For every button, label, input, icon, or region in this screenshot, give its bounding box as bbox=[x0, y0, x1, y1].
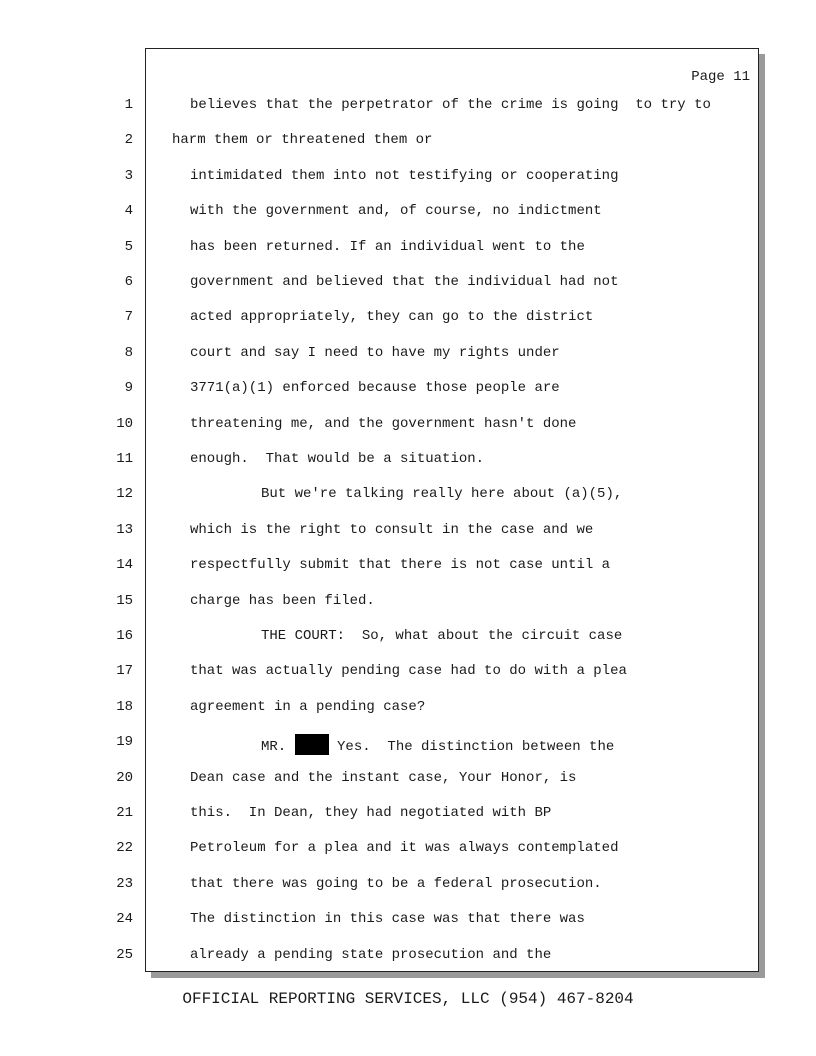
line-number: 20 bbox=[116, 770, 133, 786]
line-number: 3 bbox=[124, 168, 133, 184]
line-number: 7 bbox=[124, 309, 133, 325]
transcript-line: But we're talking really here about (a)(5), bbox=[261, 486, 623, 502]
transcript-line: that was actually pending case had to do with a plea bbox=[190, 663, 627, 679]
transcript-line: 3771(a)(1) enforced because those people are bbox=[190, 380, 560, 396]
line-number: 6 bbox=[124, 274, 133, 290]
line-number: 2 bbox=[124, 132, 133, 148]
transcript-line: court and say I need to have my rights under bbox=[190, 345, 560, 361]
speaker-prefix: MR. bbox=[261, 739, 295, 755]
line-number: 11 bbox=[116, 451, 133, 467]
line-number: 4 bbox=[124, 203, 133, 219]
transcript-line: Petroleum for a plea and it was always contemplated bbox=[190, 840, 619, 856]
line-number: 17 bbox=[116, 663, 133, 679]
transcript-line: The distinction in this case was that there was bbox=[190, 911, 585, 927]
transcript-line: has been returned. If an individual went to the bbox=[190, 239, 585, 255]
line-number: 1 bbox=[124, 97, 133, 113]
speaker-remark: Yes. The distinction between the bbox=[328, 739, 615, 755]
transcript-line: which is the right to consult in the case and we bbox=[190, 522, 594, 538]
line-number: 14 bbox=[116, 557, 133, 573]
page-number: Page 11 bbox=[691, 69, 750, 85]
transcript-line: that there was going to be a federal prosecution. bbox=[190, 876, 602, 892]
line-number: 9 bbox=[124, 380, 133, 396]
transcript-line: government and believed that the individual had not bbox=[190, 274, 619, 290]
transcript-line: harm them or threatened them or bbox=[172, 132, 433, 148]
transcript-line bbox=[261, 734, 614, 755]
transcript-line: intimidated them into not testifying or cooperating bbox=[190, 168, 619, 184]
redaction-box bbox=[295, 734, 329, 755]
transcript-line: THE COURT: So, what about the circuit case bbox=[261, 628, 623, 644]
transcript-line: this. In Dean, they had negotiated with BP bbox=[190, 805, 552, 821]
transcript-line: respectfully submit that there is not case until a bbox=[190, 557, 611, 573]
line-number: 21 bbox=[116, 805, 133, 821]
transcript-line: charge has been filed. bbox=[190, 593, 375, 609]
line-number: 19 bbox=[116, 734, 133, 750]
line-number: 5 bbox=[124, 239, 133, 255]
transcript-line: acted appropriately, they can go to the district bbox=[190, 309, 594, 325]
transcript-page bbox=[145, 48, 759, 972]
transcript-line: threatening me, and the government hasn't done bbox=[190, 416, 577, 432]
line-number: 8 bbox=[124, 345, 133, 361]
transcript-line: with the government and, of course, no indictment bbox=[190, 203, 602, 219]
transcript-line: already a pending state prosecution and the bbox=[190, 947, 552, 963]
transcript-line: Dean case and the instant case, Your Honor, is bbox=[190, 770, 577, 786]
transcript-line: enough. That would be a situation. bbox=[190, 451, 485, 467]
line-number: 22 bbox=[116, 840, 133, 856]
line-number: 16 bbox=[116, 628, 133, 644]
reporter-footer: OFFICIAL REPORTING SERVICES, LLC (954) 467-8204 bbox=[182, 990, 634, 1008]
line-number: 10 bbox=[116, 416, 133, 432]
line-number: 23 bbox=[116, 876, 133, 892]
line-number: 12 bbox=[116, 486, 133, 502]
line-number: 15 bbox=[116, 593, 133, 609]
transcript-line: believes that the perpetrator of the crime is going to try to bbox=[190, 97, 711, 113]
transcript-line: agreement in a pending case? bbox=[190, 699, 426, 715]
line-number: 24 bbox=[116, 911, 133, 927]
line-number: 13 bbox=[116, 522, 133, 538]
line-number: 25 bbox=[116, 947, 133, 963]
line-number: 18 bbox=[116, 699, 133, 715]
